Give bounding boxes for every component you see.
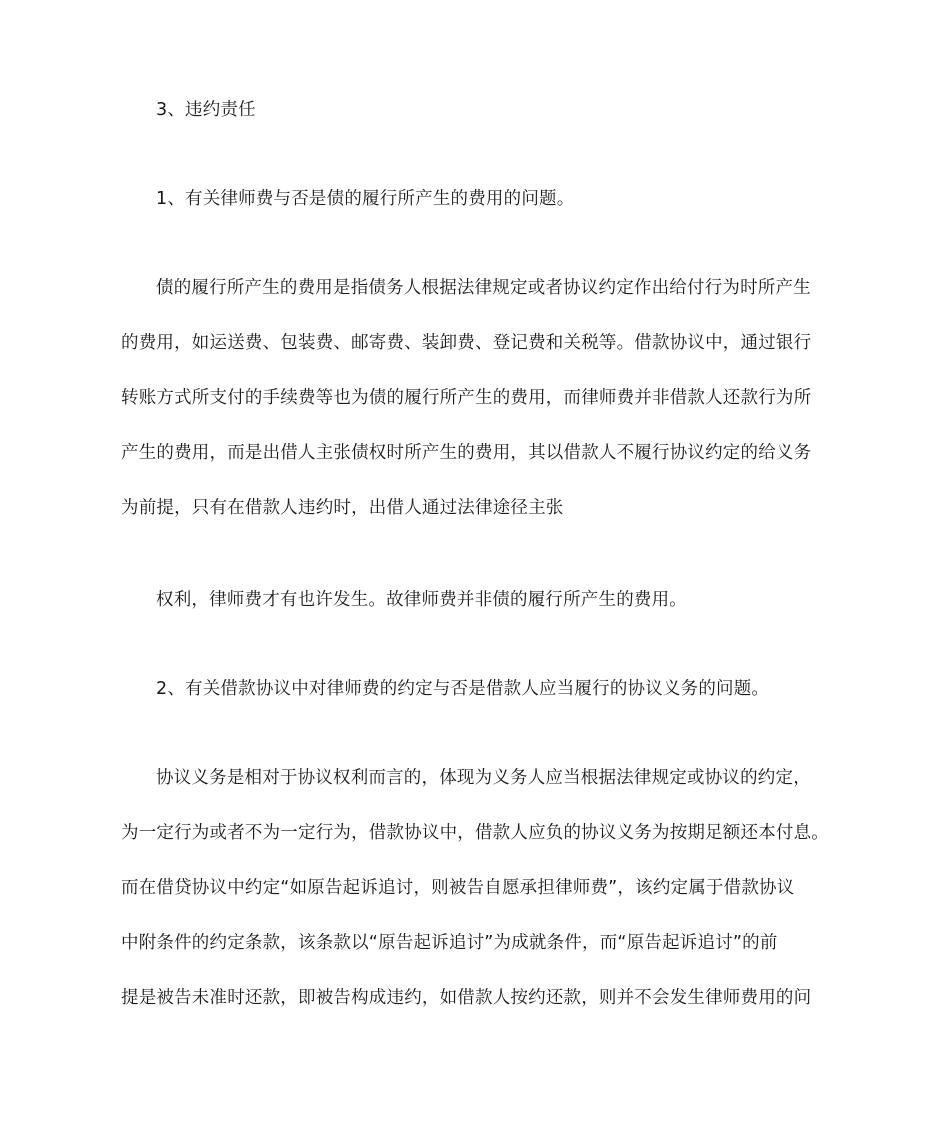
para1-line-4: 产生的费用，而是出借人主张债权时所产生的费用，其以借款人不履行协议约定的给义务: [121, 443, 812, 463]
item1-heading: 1、有关律师费与否是债的履行所产生的费用的问题。: [156, 189, 575, 209]
para1-line-1: 债的履行所产生的费用是指债务人根据法律规定或者协议约定作出给付行为时所产生: [156, 278, 811, 298]
para3-line-2: 为一定行为或者不为一定行为，借款协议中，借款人应负的协议义务为按期足额还本付息。: [121, 823, 829, 843]
para3-line-4: 中附条件的约定条款，该条款以“原告起诉追讨”为成就条件，而“原告起诉追讨”的前: [121, 933, 778, 953]
para1-line-2: 的费用，如运送费、包装费、邮寄费、装卸费、登记费和关税等。借款协议中，通过银行: [121, 333, 812, 353]
para1-line-3: 转账方式所支付的手续费等也为债的履行所产生的费用，而律师费并非借款人还款行为所: [121, 388, 812, 408]
item2-heading: 2、有关借款协议中对律师费的约定与否是借款人应当履行的协议义务的问题。: [156, 679, 770, 699]
para2-line: 权利，律师费才有也许发生。故律师费并非债的履行所产生的费用。: [156, 590, 687, 610]
para3-line-5: 提是被告未准时还款，即被告构成违约，如借款人按约还款，则并不会发生律师费用的问: [121, 988, 812, 1008]
section-heading: 3、违约责任: [156, 100, 256, 120]
para3-line-3: 而在借贷协议中约定“如原告起诉追讨，则被告自愿承担律师费”，该约定属于借款协议: [121, 878, 795, 898]
para3-line-1: 协议义务是相对于协议权利而言的，体现为义务人应当根据法律规定或协议的约定，: [156, 768, 811, 788]
para1-line-5: 为前提，只有在借款人违约时，出借人通过法律途径主张: [121, 498, 564, 518]
